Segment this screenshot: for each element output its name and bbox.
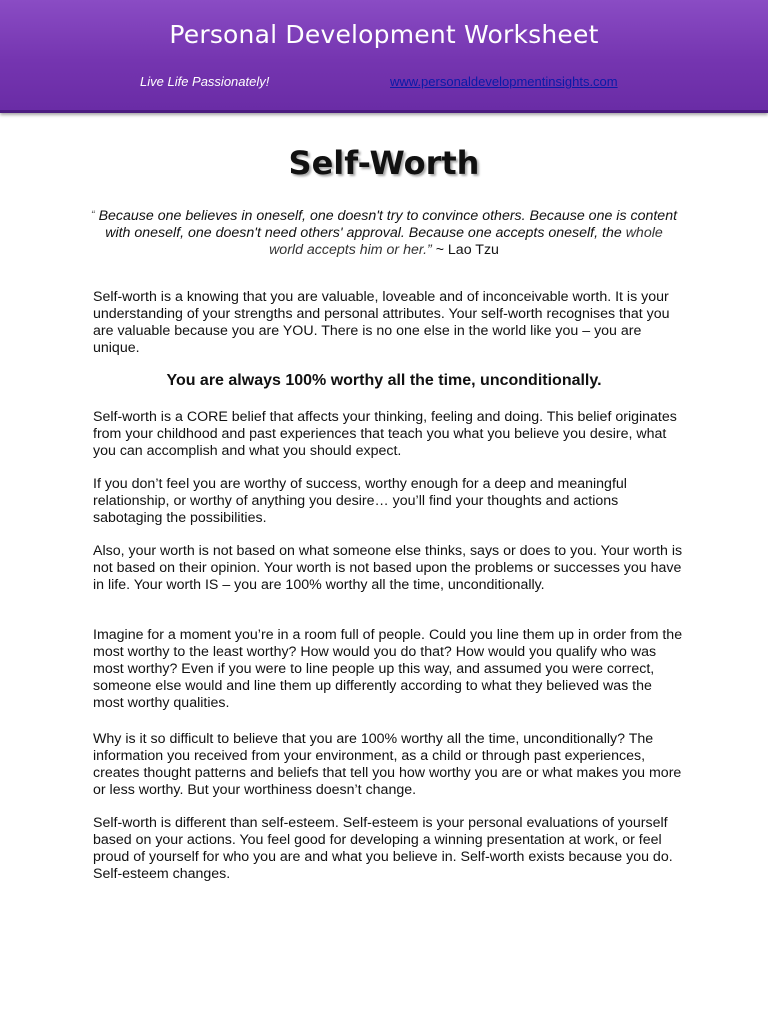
body-paragraph-5 [93,731,683,799]
paragraph: Self-worth is different than self-esteem. Self-esteem is your personal evaluations of yourself based on your actions. You feel good for developing a winning presentation at work, or feel proud of yourself for who you are and what you believe in. Self-worth exists because you do. Self-esteem changes. [93,815,673,882]
website-link[interactable]: www.personaldevelopmentinsights.com [390,74,618,89]
paragraph: Also, your worth is not based on what someone else thinks, says or does to you. Your worth is not based on their opinion. Your worth is not based upon the problems or successes you have in life. Your worth IS – you are 100% worthy all the time, unconditionally. [93,543,683,593]
quote-text: Because one believes in oneself, one doesn't try to convince others. Because one is content with oneself, one doesn't need others' approval. Because one accepts oneself, the [94,208,678,241]
body-paragraph-2 [93,476,683,527]
emphasis-statement: You are always 100% worthy all the time, unconditionally. [166,372,602,389]
quote-open-mark: “ [90,209,95,221]
paragraph: Imagine for a moment you’re in a room full of people. Could you line them up in order from the most worthy to the least worthy? How would you do that? How would you qualify who was most worthy? Even if you were to line people up this way, and assumed you were correct, someone else would and line them up differently according to what they believed was the most worthy qualities. [93,627,683,711]
paragraph: If you don’t feel you are worthy of success, worthy enough for a deep and meaningful relationship, or worthy of anything you desire… you’ll find your thoughts and actions sabotaging the possibilities. [93,476,627,526]
body-paragraph-4 [93,627,683,712]
body-paragraph-3 [93,543,683,594]
page-title: Self-Worth [288,144,480,182]
body-paragraph-6 [93,815,683,883]
paragraph: Self-worth is a CORE belief that affects your thinking, feeling and doing. This belief originates from your childhood and past experiences that teach you what you believe you desire, what you can accomplish and what you should expect. [93,409,677,459]
header-title: Personal Development Worksheet [169,20,599,49]
header-banner [0,0,768,113]
body-paragraph-1 [93,409,683,460]
quote-text-end: whole world accepts him or her.” [269,225,663,258]
quote [90,207,678,259]
quote-author: ~ Lao Tzu [431,242,499,258]
header-tagline: Live Life Passionately! [140,74,270,89]
intro-section [93,289,683,357]
intro-paragraph: Self-worth is a knowing that you are valuable, loveable and of inconceivable worth. It is your understanding of your strengths and personal attributes. Your self-worth recognises that you are valuable because you are YOU. There is no one else in the world like you – you are unique. [93,289,670,356]
paragraph: Why is it so difficult to believe that you are 100% worthy all the time, unconditionally? The information you received from your environment, as a child or through past experiences, creates thought patterns and beliefs that tell you how worthy you are or what makes you more or less worthy. But your worthiness doesn’t change. [93,731,682,798]
